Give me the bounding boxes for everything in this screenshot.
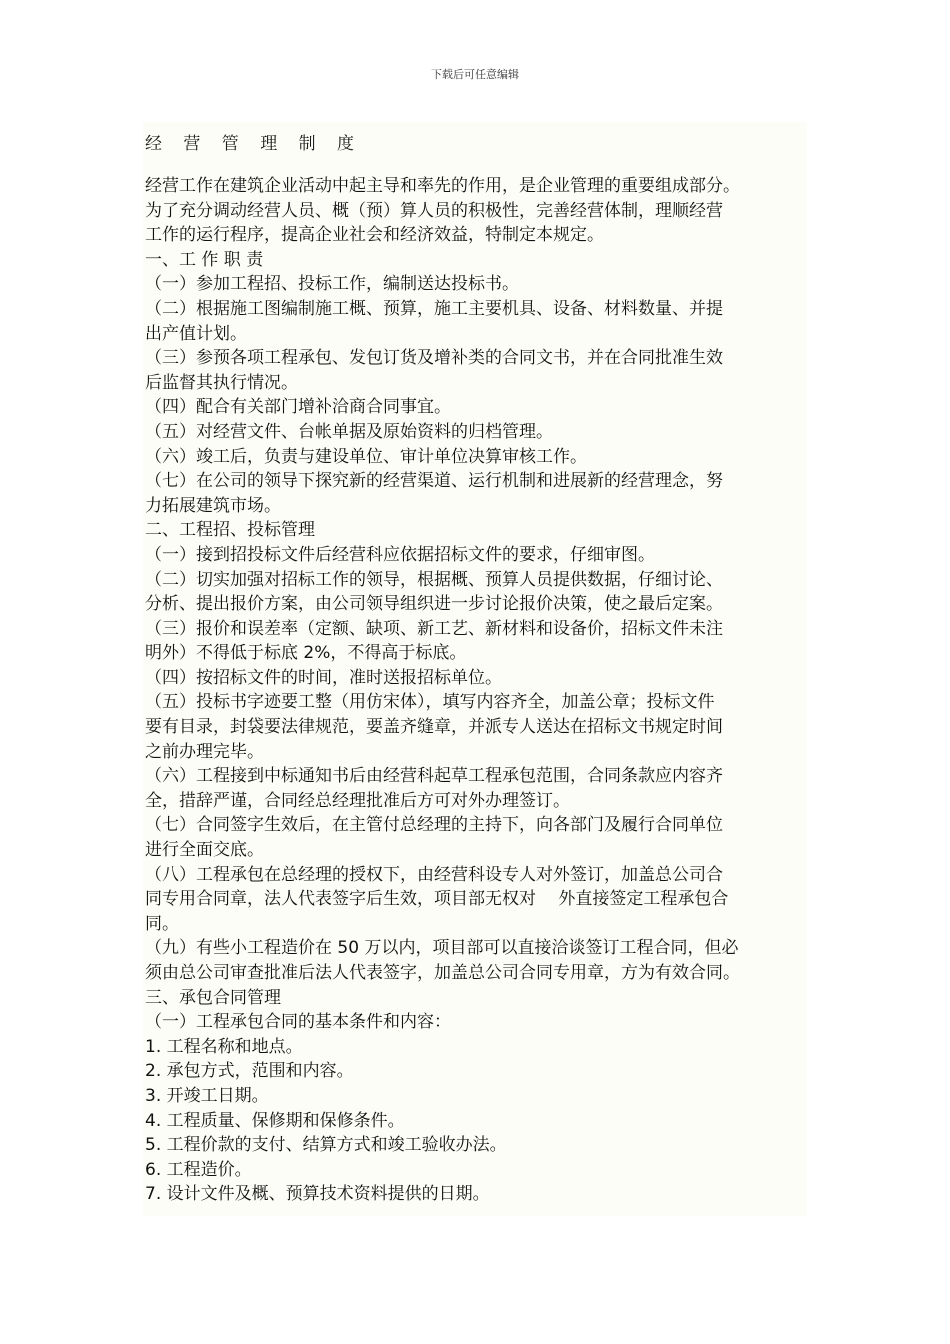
text-line: 进行全面交底。 (145, 840, 264, 861)
text-line: （八）工程承包在总经理的授权下，由经营科设专人对外签订，加盖总公司合 (145, 864, 723, 885)
text-line: （四）配合有关部门增补洽商合同事宜。 (145, 397, 451, 418)
text-line: 之前办理完毕。 (145, 741, 264, 762)
text-line: （二）根据施工图编制施工概、预算，施工主要机具、设备、材料数量、并提 (145, 298, 723, 319)
text-line: 明外）不得低于标底 2%，不得高于标底。 (145, 643, 467, 664)
document-body (143, 122, 807, 1216)
section-heading: 一、工 作 职 责 (145, 249, 264, 270)
text-line: （六）竣工后，负责与建设单位、审计单位决算审核工作。 (145, 446, 587, 467)
text-line: 工作的运行程序，提高企业社会和经济效益，特制定本规定。 (145, 225, 604, 246)
list-item: 6. 工程造价。 (145, 1159, 252, 1180)
text-line: （三）参预各项工程承包、发包订货及增补类的合同文书，并在合同批准生效 (145, 348, 723, 369)
text-line: 经营工作在建筑企业活动中起主导和率先的作用，是企业管理的重要组成部分。 (145, 176, 740, 196)
text-line: （一）工程承包合同的基本条件和内容： (145, 1012, 451, 1033)
document-text (145, 174, 809, 1207)
text-line: （六）工程接到中标通知书后由经营科起草工程承包范围，合同条款应内容齐 (145, 766, 723, 787)
text-line: 同。 (145, 913, 179, 934)
text-line: （四）按招标文件的时间，准时送报招标单位。 (145, 667, 502, 688)
text-line: （七）在公司的领导下探究新的经营渠道、运行机制和进展新的经营理念，努 (145, 471, 723, 492)
list-item: 2. 承包方式，范围和内容。 (145, 1061, 354, 1082)
list-item: 7. 设计文件及概、预算技术资料提供的日期。 (145, 1184, 490, 1205)
text-line: 须由总公司审查批准后法人代表签字，加盖总公司合同专用章，方为有效合同。 (145, 963, 740, 983)
page-header-note: 下载后可任意编辑 (431, 68, 519, 81)
list-item: 4. 工程质量、保修期和保修条件。 (145, 1110, 405, 1131)
text-line: 为了充分调动经营人员、概（预）算人员的积极性，完善经营体制，理顺经营 (145, 200, 723, 221)
text-line: 分析、提出报价方案，由公司领导组织进一步讨论报价决策，使之最后定案。 (145, 594, 723, 615)
text-line: （三）报价和误差率（定额、缺项、新工艺、新材料和设备价，招标文件未注 (145, 618, 723, 639)
text-line: （一）参加工程招、投标工作，编制送达投标书。 (145, 274, 519, 295)
document-title: 经 营 管 理 制 度 (145, 134, 363, 154)
text-line: （五）对经营文件、台帐单据及原始资料的归档管理。 (145, 421, 553, 442)
text-line: （一）接到招投标文件后经营科应依据招标文件的要求，仔细审图。 (145, 544, 655, 565)
section-heading: 三、承包合同管理 (145, 987, 281, 1008)
text-line: 后监督其执行情况。 (145, 372, 298, 393)
text-line: （九）有些小工程造价在 50 万以内，项目部可以直接洽谈签订工程合同，但必 (145, 938, 739, 959)
text-line: （五）投标书字迹要工整（用仿宋体），填写内容齐全，加盖公章；投标文件 (145, 692, 715, 713)
text-line: 全，措辞严谨，合同经总经理批准后方可对外办理签订。 (145, 790, 570, 811)
list-item: 3. 开竣工日期。 (145, 1085, 269, 1106)
text-line: 力拓展建筑市场。 (145, 495, 281, 516)
section-heading: 二、工程招、投标管理 (145, 520, 315, 541)
text-line: 要有目录，封袋要法律规范，要盖齐缝章，并派专人送达在招标文书规定时间 (145, 717, 723, 738)
list-item: 5. 工程价款的支付、结算方式和竣工验收办法。 (145, 1135, 507, 1156)
text-line: 同专用合同章，法人代表签字后生效，项目部无权对 外直接签定工程承包合 (145, 889, 729, 910)
text-line: （七）合同签字生效后，在主管付总经理的主持下，向各部门及履行合同单位 (145, 815, 723, 836)
list-item: 1. 工程名称和地点。 (145, 1036, 303, 1057)
text-line: （二）切实加强对招标工作的领导，根据概、预算人员提供数据，仔细讨论、 (145, 569, 723, 590)
text-line: 出产值计划。 (145, 323, 247, 344)
